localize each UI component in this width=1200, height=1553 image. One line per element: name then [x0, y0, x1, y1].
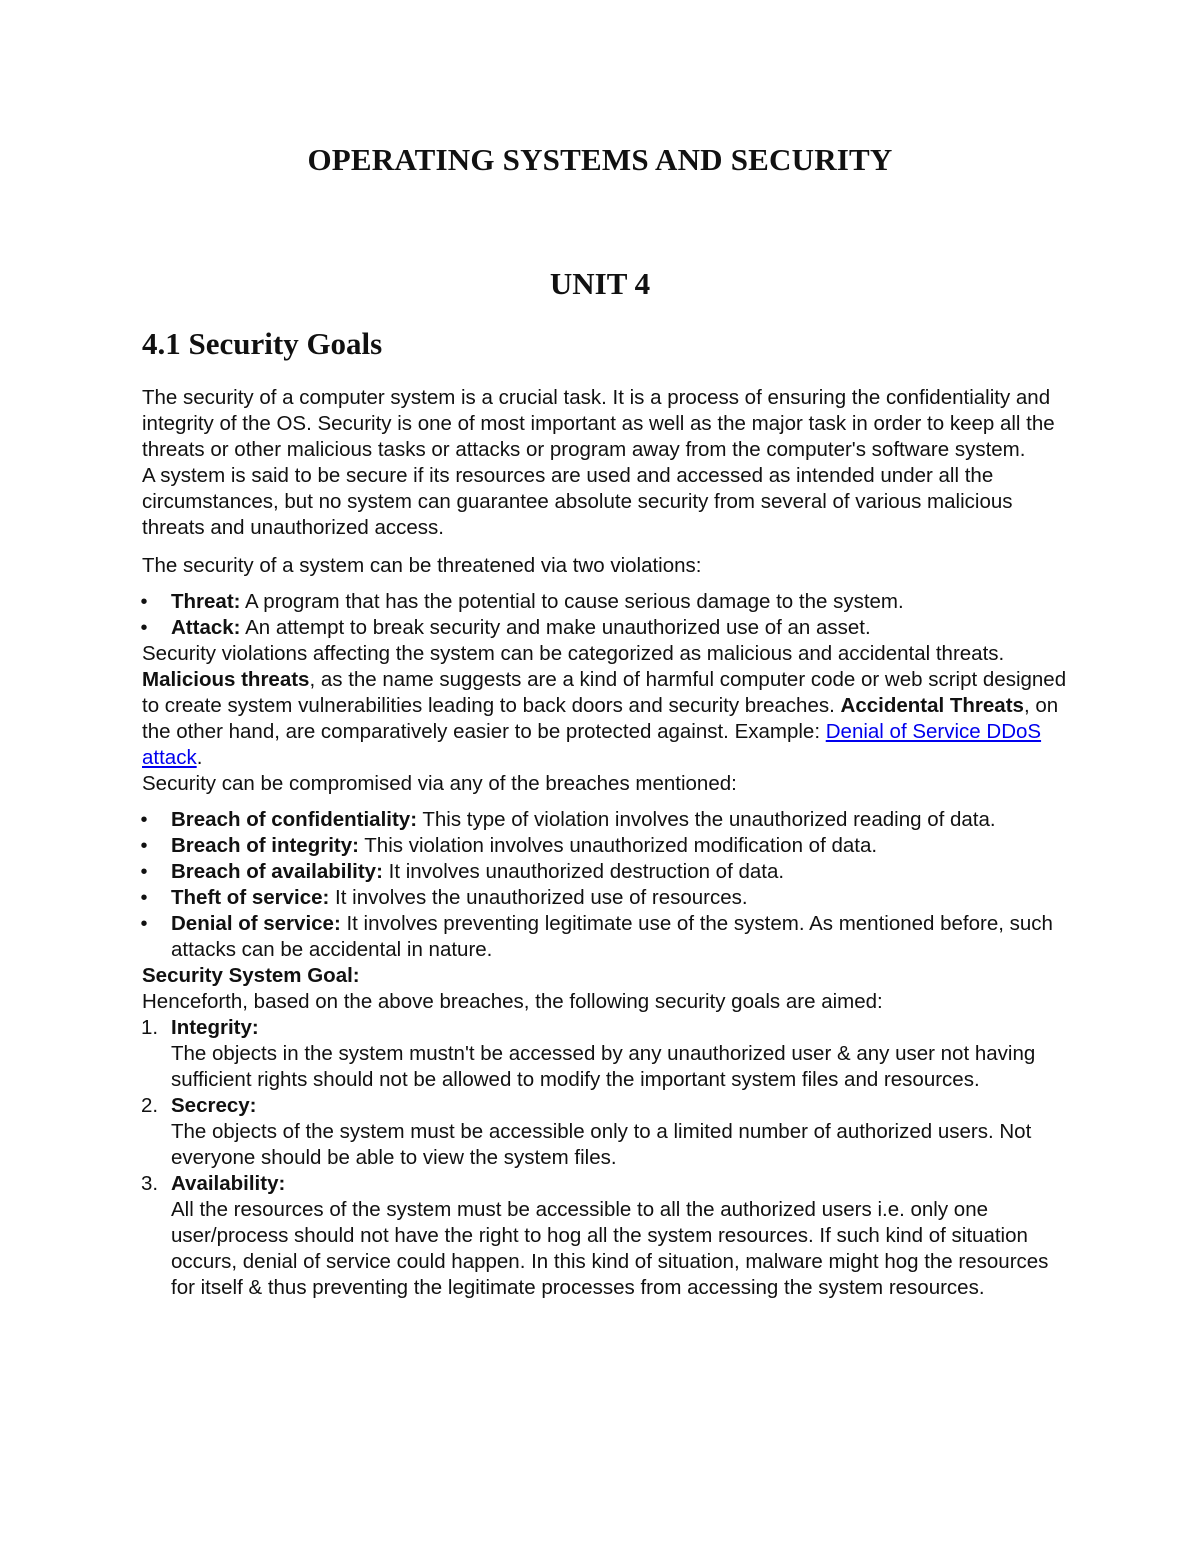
- goal-text: The objects of the system must be accessible only to a limited number of authorized users. Not everyone should be able to view the system files.: [171, 1120, 1032, 1169]
- goals-heading-text: Security System Goal:: [142, 964, 360, 987]
- goal-term: Integrity:: [171, 1016, 259, 1039]
- breach-term: Theft of service:: [171, 886, 330, 909]
- goal-number: 1.: [141, 1016, 159, 1039]
- breaches-list: [142, 807, 1077, 963]
- breach-text: This type of violation involves the unauthorized reading of data.: [417, 808, 996, 831]
- list-item: [142, 589, 1077, 615]
- breach-term: Breach of integrity:: [171, 834, 359, 857]
- categories-text: , as the name suggests are a kind of harmful computer code or web script designed to create system vulnerabilities leading to back doors and security breaches.: [142, 668, 1067, 717]
- violations-list: [142, 589, 1077, 641]
- breach-text: It involves unauthorized destruction of data.: [382, 860, 785, 883]
- goals-intro: Henceforth, based on the above breaches, the following security goals are aimed:: [142, 990, 883, 1013]
- bullet-icon: •: [140, 591, 148, 613]
- bullet-icon: •: [140, 835, 148, 857]
- goal-term: Secrecy:: [171, 1094, 257, 1117]
- goal-term: Availability:: [171, 1172, 286, 1195]
- list-item: [142, 807, 1077, 833]
- breach-text: This violation involves unauthorized modification of data.: [358, 834, 878, 857]
- accidental-threats-term: Accidental Threats: [840, 694, 1024, 717]
- list-item: [142, 911, 1077, 963]
- intro-paragraph-1: The security of a computer system is a crucial task. It is a process of ensuring the confidentiality and integrity of the OS. Security is one of most important as well as the major task in order to keep all the threats or other malicious tasks or attacks or program away from the computer's software system.: [142, 386, 1055, 461]
- violation-term: Threat:: [171, 590, 241, 613]
- list-item: [142, 833, 1077, 859]
- ddos-link[interactable]: Denial of Service DDoS attack: [142, 720, 1042, 769]
- list-item: [142, 1171, 1077, 1301]
- breach-term: Denial of service:: [171, 912, 341, 935]
- bullet-icon: •: [140, 861, 148, 883]
- intro-paragraph-2: A system is said to be secure if its resources are used and accessed as intended under all the circumstances, but no system can guarantee absolute security from several of various malicious threats and unauthorized access.: [142, 464, 1013, 539]
- breach-text: It involves the unauthorized use of resources.: [329, 886, 748, 909]
- violation-text: An attempt to break security and make unauthorized use of an asset.: [240, 616, 871, 639]
- goal-text: The objects in the system mustn't be accessed by any unauthorized user & any user not having sufficient rights should not be allowed to modify the important system files and resources.: [171, 1042, 1036, 1091]
- goal-number: 3.: [141, 1172, 159, 1195]
- categories-text: Security violations affecting the system can be categorized as malicious and accidental threats.: [142, 642, 1005, 665]
- list-item: [142, 615, 1077, 641]
- breaches-intro: Security can be compromised via any of the breaches mentioned:: [142, 772, 737, 795]
- bullet-icon: •: [140, 887, 148, 909]
- categories-paragraph: [142, 641, 1077, 771]
- breach-text: It involves preventing legitimate use of the system. As mentioned before, such attacks can be accidental in nature.: [171, 912, 1053, 961]
- breach-term: Breach of availability:: [171, 860, 383, 883]
- violation-text: A program that has the potential to cause serious damage to the system.: [240, 590, 904, 613]
- list-item: [142, 859, 1077, 885]
- goal-number: 2.: [141, 1094, 159, 1117]
- list-item: [142, 1015, 1077, 1093]
- categories-text: .: [196, 746, 203, 769]
- malicious-threats-term: Malicious threats: [142, 668, 310, 691]
- section-heading: 4.1 Security Goals: [142, 326, 383, 361]
- document-body: [142, 385, 1077, 1301]
- goals-heading: [142, 963, 1077, 989]
- breach-term: Breach of confidentiality:: [171, 808, 418, 831]
- goals-list: [142, 1015, 1077, 1301]
- violation-term: Attack:: [171, 616, 241, 639]
- bullet-icon: •: [140, 617, 148, 639]
- list-item: [142, 885, 1077, 911]
- unit-heading: UNIT 4: [549, 266, 651, 301]
- list-item: [142, 1093, 1077, 1171]
- goal-text: All the resources of the system must be accessible to all the authorized users i.e. only one user/process should not have the right to hog all the system resources. If such kind of situation occurs, denial of service could happen. In this kind of situation, malware might hog the resources for itself & thus preventing the legitimate processes from accessing the system resources.: [171, 1198, 1049, 1299]
- document-title: OPERATING SYSTEMS AND SECURITY: [307, 142, 893, 177]
- categories-text: , on the other hand, are comparatively easier to be protected against. Example:: [142, 694, 1059, 743]
- bullet-icon: •: [140, 809, 148, 831]
- violations-intro: The security of a system can be threatened via two violations:: [142, 554, 702, 577]
- bullet-icon: •: [140, 913, 148, 935]
